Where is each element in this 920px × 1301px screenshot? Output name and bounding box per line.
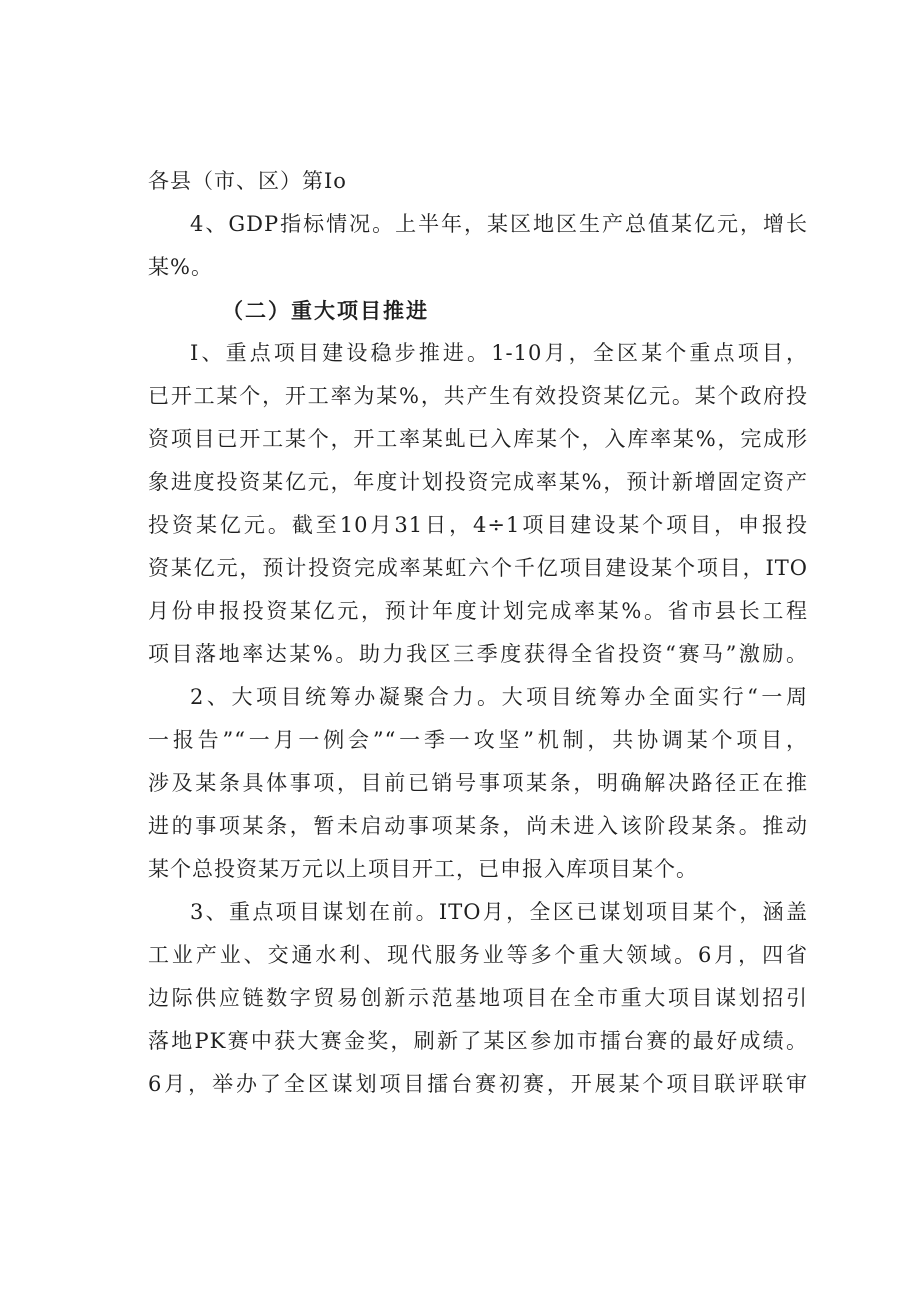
- text-line: 某%。: [148, 255, 213, 279]
- text-line: 项目落地率达某%。助力我区三季度获得全省投资“赛马”激励。: [148, 642, 808, 666]
- paragraph-key-projects-start: I、重点项目建设稳步推进。1-10月，全区某个重点项目，: [190, 341, 808, 365]
- document-body: [148, 160, 808, 1106]
- text-line: 月份申报投资某亿元，预计年度计划完成率某%。省市县长工程: [148, 599, 808, 623]
- text-line: 落地PK赛中获大赛金奖，刷新了某区参加市擂台赛的最好成绩。: [148, 1029, 808, 1053]
- text-line: 资项目已开工某个，开工率某虬已入库某个，入库率某%，完成形: [148, 427, 808, 451]
- paragraph-coordination-start: 2、大项目统筹办凝聚合力。大项目统筹办全面实行“一周: [190, 685, 808, 709]
- text-line: 进的事项某条，暂未启动事项某条，尚未进入该阶段某条。推动: [148, 814, 808, 838]
- paragraph-planning-start: 3、重点项目谋划在前。ITO月，全区已谋划项目某个，涵盖: [190, 900, 808, 924]
- text-line: 已开工某个，开工率为某%，共产生有效投资某亿元。某个政府投: [148, 384, 808, 408]
- text-line: 边际供应链数字贸易创新示范基地项目在全市重大项目谋划招引: [148, 986, 808, 1010]
- text-line: 一报告”“一月一例会”“一季一攻坚”机制，共协调某个项目，: [148, 728, 808, 752]
- text-line: 投资某亿元。截至10月31日，4÷1项目建设某个项目，申报投: [148, 513, 808, 537]
- text-line: 象进度投资某亿元，年度计划投资完成率某%，预计新增固定资产: [148, 470, 808, 494]
- text-line: 各县（市、区）第Io: [148, 169, 347, 193]
- text-line: 6月，举办了全区谋划项目擂台赛初赛，开展某个项目联评联审: [148, 1072, 808, 1096]
- text-line: 涉及某条具体事项，目前已销号事项某条，明确解决路径正在推: [148, 771, 808, 795]
- paragraph-gdp-start: 4、GDP指标情况。上半年，某区地区生产总值某亿元，增长: [190, 212, 808, 236]
- text-line: 资某亿元，预计投资完成率某虹六个千亿项目建设某个项目，ITO: [148, 556, 808, 580]
- text-line: 工业产业、交通水利、现代服务业等多个重大领域。6月，四省: [148, 943, 808, 967]
- section-heading: （二）重大项目推进: [222, 298, 429, 323]
- text-line: 某个总投资某万元以上项目开工，已申报入库项目某个。: [148, 857, 698, 881]
